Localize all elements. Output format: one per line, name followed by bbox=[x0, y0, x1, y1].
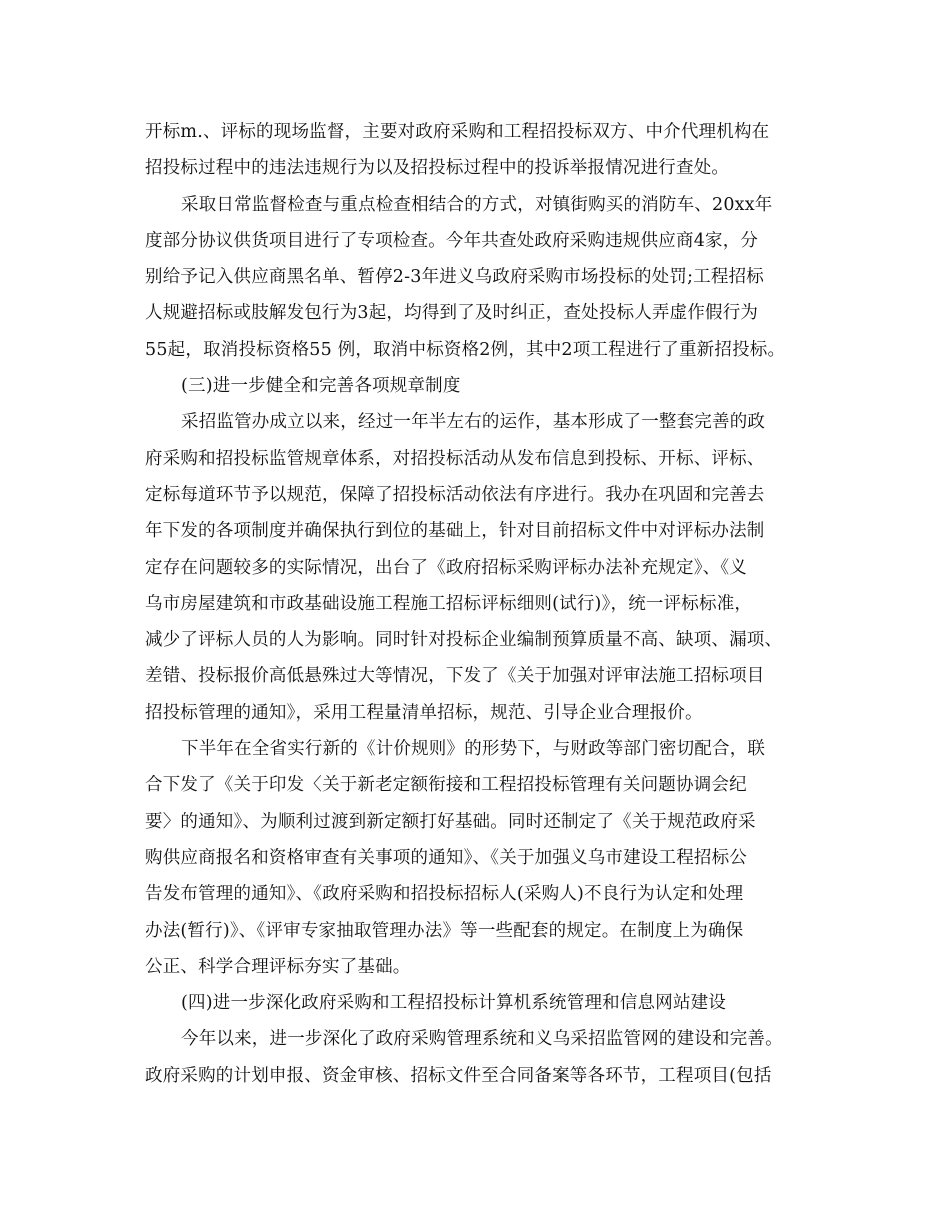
text-line: 55起，取消投标资格55 例，取消中标资格2例，其中2项工程进行了重新招投标。 bbox=[145, 339, 786, 360]
text-line: 下半年在全省实行新的《计价规则》的形势下，与财政等部门密切配合，联 bbox=[181, 739, 766, 760]
text-line: 办法(暂行)》、《评审专家抽取管理办法》等一些配套的规定。在制度上为确保 bbox=[145, 920, 744, 941]
text-line: 定标每道环节予以规范，保障了招投标活动依法有序进行。我办在巩固和完善去 bbox=[145, 484, 765, 505]
text-line: 定存在问题较多的实际情况，出台了《政府招标采购评标办法补充规定》、《义 bbox=[145, 557, 747, 578]
text-line: 年下发的各项制度并确保执行到位的基础上，针对目前招标文件中对评标办法制 bbox=[145, 521, 765, 542]
section-heading: (四)进一步深化政府采购和工程招投标计算机系统管理和信息网站建设 bbox=[181, 993, 727, 1014]
text-line: 开标m.、评标的现场监督，主要对政府采购和工程招投标双方、中介代理机构在 bbox=[145, 122, 770, 142]
text-line: 采取日常监督检查与重点检查相结合的方式，对镇街购买的消防车、20xx年 bbox=[181, 194, 773, 215]
text-line: 府采购和招投标监管规章体系，对招投标活动从发布信息到投标、开标、评标、 bbox=[145, 448, 765, 469]
text-line: 政府采购的计划申报、资金审核、招标文件至合同备案等各环节，工程项目(包括 bbox=[145, 1065, 772, 1086]
text-line: 招投标管理的通知》，采用工程量清单招标，规范、引导企业合理报价。 bbox=[145, 702, 703, 723]
text-line: 购供应商报名和资格审查有关事项的通知》、《关于加强义乌市建设工程招标公 bbox=[145, 847, 747, 868]
text-line: 采招监管办成立以来，经过一年半左右的运作，基本形成了一整套完善的政 bbox=[181, 412, 766, 433]
text-line: 今年以来，进一步深化了政府采购管理系统和义乌采招监管网的建设和完善。 bbox=[181, 1029, 783, 1050]
text-line: 度部分协议供货项目进行了专项检查。今年共查处政府采购违规供应商4家，分 bbox=[145, 230, 759, 251]
section-heading: (三)进一步健全和完善各项规章制度 bbox=[181, 376, 461, 397]
text-line: 要〉的通知》、为顺利过渡到新定额打好基础。同时还制定了《关于规范政府采 bbox=[145, 811, 756, 832]
text-line: 差错、投标报价高低悬殊过大等情况，下发了《关于加强对评审法施工招标项目 bbox=[145, 666, 765, 687]
text-line: 招投标过程中的违法违规行为以及招投标过程中的投诉举报情况进行查处。 bbox=[145, 158, 730, 179]
text-line: 乌市房屋建筑和市政基础设施工程施工招标评标细则(试行)》，统一评标标准， bbox=[145, 593, 753, 614]
text-line: 公正、科学合理评标夯实了基础。 bbox=[145, 956, 411, 977]
text-line: 人规避招标或肢解发包行为3起，均得到了及时纠正，查处投标人弄虚作假行为 bbox=[145, 303, 759, 324]
text-line: 别给予记入供应商黑名单、暂停2-3年进义乌政府采购市场投标的处罚;工程招标 bbox=[145, 267, 764, 288]
text-line: 减少了评标人员的人为影响。同时针对投标企业编制预算质量不高、缺项、漏项、 bbox=[145, 630, 783, 651]
document-body bbox=[145, 114, 810, 1094]
text-line: 合下发了《关于印发〈关于新老定额衔接和工程招投标管理有关问题协调会纪 bbox=[145, 775, 747, 796]
text-line: 告发布管理的通知》、《政府采购和招投标招标人(采购人)不良行为认定和处理 bbox=[145, 884, 744, 905]
